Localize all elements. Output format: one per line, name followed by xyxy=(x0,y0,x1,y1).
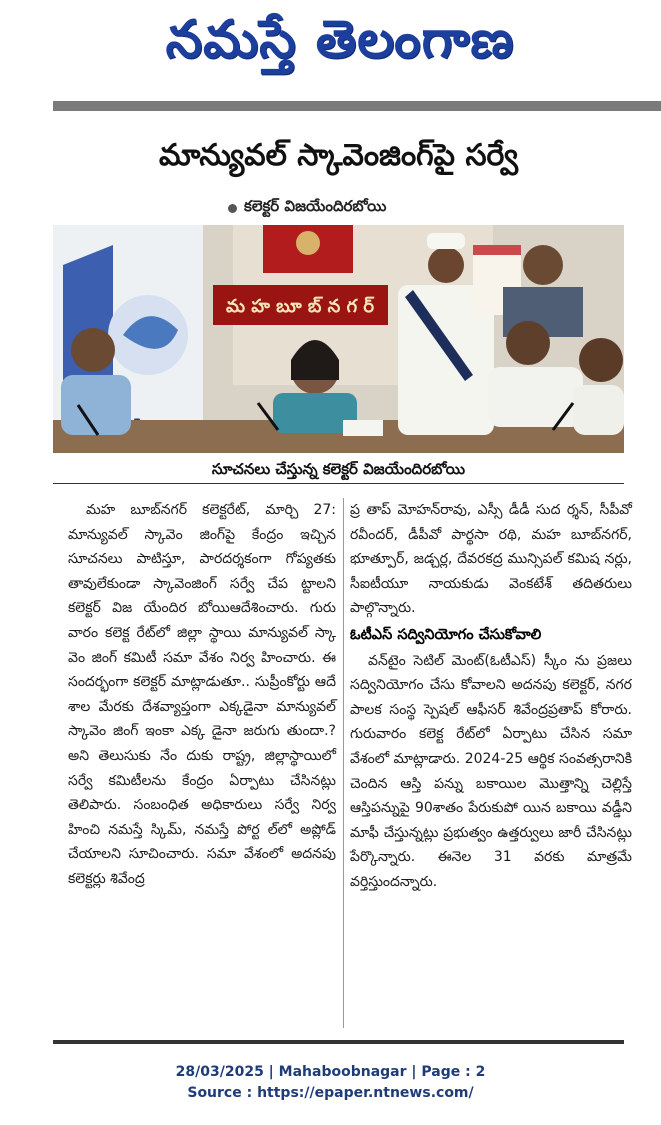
section-subheading: ఓటీఎస్ సద్వినియోగం చేసుకోవాలి xyxy=(350,626,542,643)
article-headline: మాన్యువల్ స్కావెంజింగ్‌పై సర్వే xyxy=(158,138,519,173)
article-photo xyxy=(53,225,624,453)
bottom-rule xyxy=(53,1040,624,1044)
newspaper-masthead xyxy=(60,6,620,86)
article-paragraph: మహ బూబ్‌నగర్ కలెక్టరేట్, మార్చి 27: మాన్యువల్ స్కావెం జింగ్‌పై కేంద్రం ఇచ్చిన సూచనలు పాటిస్తూ, పారదర్శకంగా గోప్యతకు తావులేకుండా స్కావెంజింగ్ సర్వే చేప ట్టాలని కలెక్టర్ విజ యేందిర బోయిఆదేశించారు. గురు వారం కలెక్ట రేట్‌లో జిల్లా స్థాయి మాన్యువల్ స్కా వెం జింగ్ కమిటీ సమా వేశం నిర్వ హించారు. ఈ సందర్భంగా కలెక్టర్ మాట్లాడుతూ.. సుప్రీంకోర్టు ఆదే శాల మేరకు దేశవ్యాప్తంగా ఎక్కడైనా మాన్యువల్ స్కావెం జింగ్ ఇంకా ఎక్క డైనా జరుగు తుందా.? అని తెలుసుకు నేం దుకు రాష్ట్ర, జిల్లాస్థాయిలో సర్వే కమిటీలను కేంద్రం ఏర్పాటు చేసినట్లు తెలిపారు. సంబంధిత అధికారులు సర్వే నిర్వ హించి నమస్తే స్కిమ్, నమస్తే పోర్ట ల్‌లో అప్లోడ్ చేయాలని సూచించారు. సమా వేశంలో అదనపు కలెక్టర్లు శివేంద్ర xyxy=(68,502,336,887)
bullet-icon xyxy=(228,204,237,213)
article-byline xyxy=(228,197,386,219)
photo-caption: సూచనలు చేస్తున్న కలెక్టర్ విజయేందిరబోయి xyxy=(53,455,624,484)
column-divider xyxy=(343,498,344,1028)
masthead-title: నమస్తే తెలంగాణ xyxy=(165,9,515,70)
article-paragraph: వన్‌టైం సెటిల్ మెంట్(ఓటీఎస్) స్కీం ను ప్రజలు సద్వినియోగం చేసు కోవాలని అదనపు కలెక్టర్, నగర పాలక సంస్థ స్పెషల్ ఆఫీసర్ శివేంద్రప్రతాప్ కోరారు. గురువారం కలెక్ట రేట్‌లో ఏర్పాటు చేసిన సమా వేశంలో మాట్లాడారు. 2024-25 ఆర్థిక సంవత్సరానికి చెందిన ఆస్తి పన్ను బకాయిల మొత్తాన్ని చెల్లిస్తే ఆస్తిపన్నుపై 90శాతం పేరుకుపో యిన బకాయి వడ్డీని మాఫీ చేస్తున్నట్లు ప్రభుత్వం ఉత్తర్వులు జారీ చేసినట్లు పేర్కొన్నారు. ఈనెల 31 వరకు మాత్రమే వర్తిస్తుందన్నారు. xyxy=(350,652,632,890)
district-board-text: మ హ బూ బ్ న గ ర్ xyxy=(225,296,375,317)
article-column-right xyxy=(350,498,632,895)
masthead-rule xyxy=(53,101,661,111)
source-link[interactable]: Source : https://epaper.ntnews.com/ xyxy=(187,1085,474,1101)
article-column-left xyxy=(68,498,336,892)
edition-info: 28/03/2025 | Mahaboobnagar | Page : 2 xyxy=(175,1064,486,1080)
byline-text: కలెక్టర్ విజయేందిరబోయి xyxy=(244,197,387,215)
article-paragraph: ప్ర తాప్ మోహన్‌రావు, ఎస్సీ డీడీ సుద ర్శన్, సీపీవో రవీందర్, డీపీవో పార్థసా రథి, మహ బూబ్‌నగర్, భూత్పూర్, జడ్చర్ల, దేవరకద్ర మున్సిపల్ కమిష నర్లు, సీఐటీయూ నాయకుడు వెంకటేశ్ తదితరులు పాల్గొన్నారు. xyxy=(350,502,632,617)
